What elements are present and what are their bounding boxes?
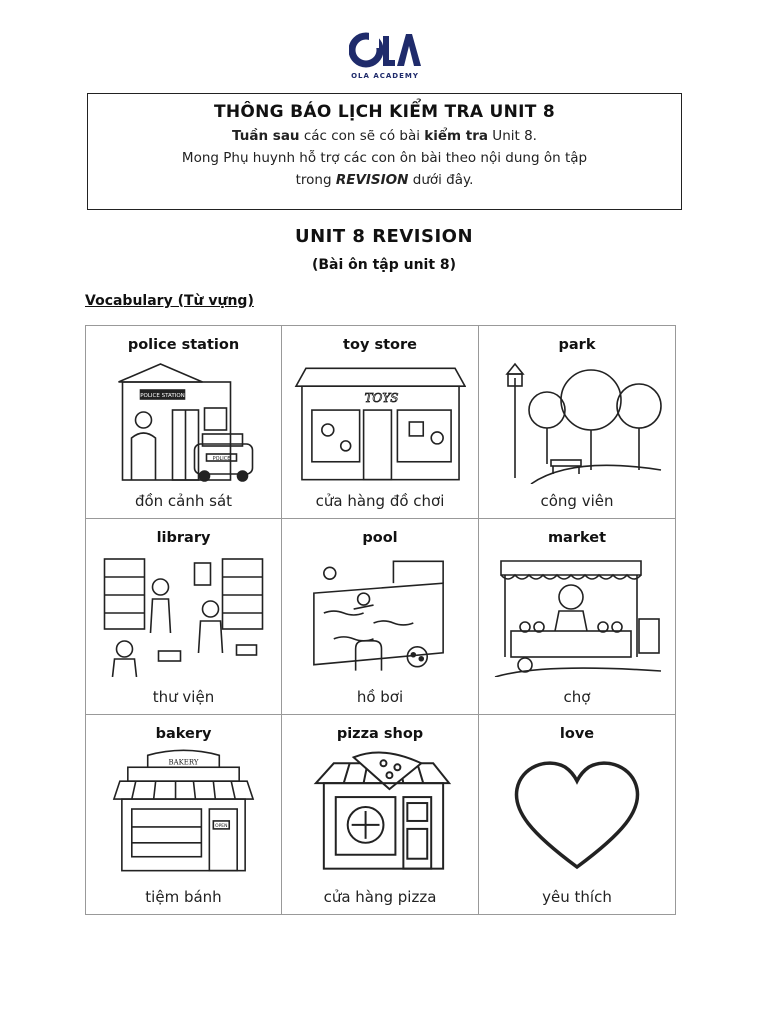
vocab-card (282, 519, 479, 715)
toys-sign-text: TOYS (364, 391, 399, 406)
library-icon (98, 553, 269, 677)
vocab-word: bakery (155, 726, 212, 742)
vocab-meaning: đồn cảnh sát (134, 492, 233, 510)
vocab-card (479, 715, 675, 914)
vocab-word: park (558, 337, 596, 353)
open-sign-text: OPEN (215, 823, 228, 829)
vocab-word: library (156, 530, 211, 546)
revision-title: UNIT 8 REVISION (294, 226, 474, 247)
vocab-word: pizza shop (336, 726, 424, 742)
bakery-icon (98, 749, 269, 873)
toy-store-icon (294, 360, 466, 484)
vocab-word: police station (127, 337, 240, 353)
notice-emphasis-test: kiểm tra (424, 128, 489, 144)
vocabulary-heading: Vocabulary (Từ vựng) (85, 293, 254, 309)
market-icon (491, 553, 663, 677)
notice-text: Unit 8. (488, 128, 537, 144)
notice-line-1 (88, 128, 681, 144)
vocab-card (86, 519, 282, 715)
vocab-word: pool (362, 530, 398, 546)
vocab-word: love (559, 726, 595, 742)
vocab-meaning: tiệm bánh (145, 888, 222, 906)
ola-logo (340, 30, 430, 90)
vocab-card (282, 326, 479, 519)
heart-icon (491, 749, 663, 873)
vocabulary-grid (85, 325, 676, 915)
notice-title: THÔNG BÁO LỊCH KIỂM TRA UNIT 8 (213, 102, 556, 122)
vocab-card (479, 519, 675, 715)
vocab-card (86, 326, 282, 519)
police-station-icon (98, 360, 269, 484)
park-icon (491, 360, 663, 484)
notice-emphasis-revision: REVISION (335, 172, 409, 188)
vocab-meaning: cửa hàng đồ chơi (315, 492, 445, 510)
exam-notice-box (87, 93, 682, 210)
pizza-shop-icon (294, 749, 466, 873)
notice-text: trong (295, 172, 336, 188)
notice-text: các con sẽ có bài (299, 128, 425, 144)
vocab-word: market (547, 530, 607, 546)
police-sign-text: POLICE STATION (140, 393, 185, 399)
vocab-meaning: cửa hàng pizza (323, 888, 437, 906)
vocab-meaning: yêu thích (542, 888, 612, 906)
vocab-meaning: chợ (563, 688, 591, 706)
vocab-word: toy store (343, 337, 417, 353)
pool-icon (294, 553, 466, 677)
police-car-text: POLICE (212, 456, 231, 462)
notice-emphasis-next-week: Tuần sau (232, 128, 300, 144)
vocab-meaning: công viên (540, 492, 614, 510)
vocab-meaning: hồ bơi (356, 688, 404, 706)
bakery-sign-text: BAKERY (168, 758, 199, 767)
ola-logo-mark (349, 30, 421, 70)
notice-line-3 (88, 172, 681, 188)
logo-subtitle: OLA ACADEMY (351, 72, 419, 80)
vocab-card (479, 326, 675, 519)
notice-text: dưới đây. (408, 172, 474, 188)
vocab-meaning: thư viện (152, 688, 215, 706)
vocab-card (282, 715, 479, 914)
notice-line-2: Mong Phụ huynh hỗ trợ các con ôn bài theo nội dung ôn tập (181, 150, 588, 166)
revision-subtitle: (Bài ôn tập unit 8) (311, 257, 457, 273)
vocab-card (86, 715, 282, 914)
